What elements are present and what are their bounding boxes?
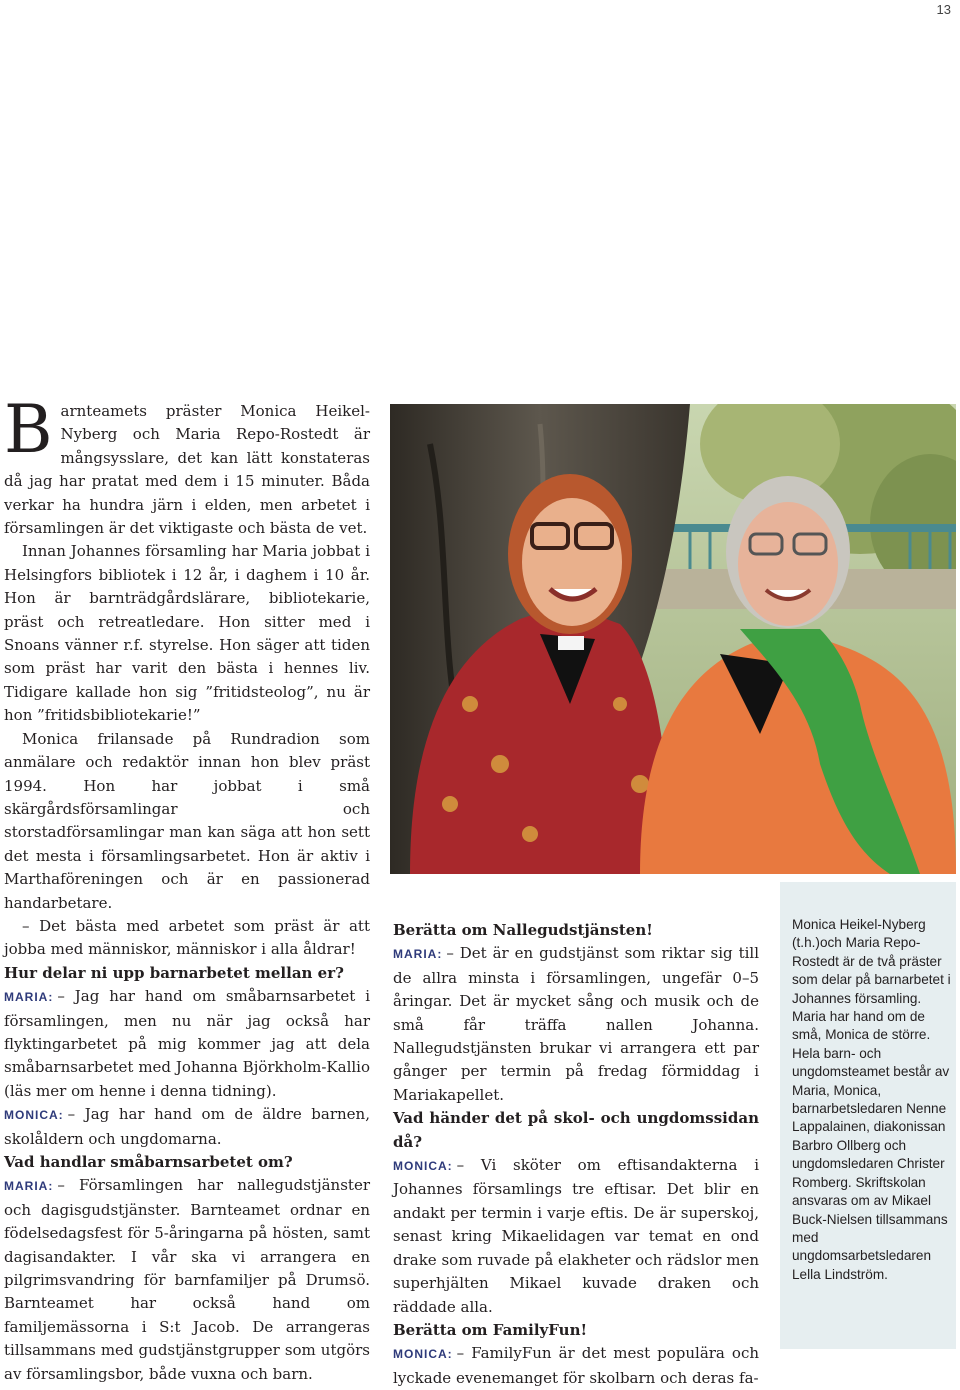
portrait-photo	[390, 404, 956, 874]
photo-caption: Monica Heikel-Nyberg (t.h.)och Maria Repo-Rostedt är de två präster som delar på barnarbetet i Johannes församling. Maria har hand om de små, Monica de större. Hela barn- och ungdomsteamet består av Maria, Monica, barnarbetsledaren Nenne Lappalainen, diakonissan Barbro Ollberg och ungdomsledaren Christer Romberg. Skriftskolan ansvaras om av Mikael Buck-Nielsen tillsammans med ungdomsarbetsledaren Lella Lindström.	[792, 917, 951, 1282]
speaker-label: MARIA:	[393, 947, 443, 962]
question-1: Hur delar ni upp barnarbetet mellan er?	[4, 963, 344, 982]
speaker-label: MONICA:	[393, 1159, 453, 1174]
question-3: Berätta om Nallegudstjänsten!	[393, 921, 653, 939]
paragraph-monica: Monica frilansade på Rundradion som anmälare och redaktör innan hon blev präst 1994. Hon har jobbat i små skärgårdsförsamlingar och storstadförsamlingar man kan säga att hon sett det mesta i församlingsarbetet. Hon är aktiv i Marthaföreningen och är en passionerad handarbetare.	[4, 729, 370, 912]
question-4: Vad händer det på skol- och ungdomssidan då?	[393, 1109, 759, 1151]
paragraph-maria: Innan Johannes församling har Maria jobbat i Helsingfors bibliotek i 12 år, i daghem i 10 år. Hon är barnträdgårdslärare, bibliotekarie, präst och retreatledare. Hon sitter med i Snoans vänner r.f. styrelse. Hon säger att tiden som präst har varit den bästa i hennes liv. Tidigare kallade hon sig ”fritidsteolog”, nu är hon ”fritidsbibliotekarie!”	[4, 542, 370, 725]
drop-cap: B	[4, 391, 53, 468]
answer-3-maria: MARIA: – Det är en gudstjänst som riktar sig till de allra minsta i församlingen, ungefär 0–5 åringar. Det är mycket sång och musik och de små får träffa nallen Johanna. Nallegudstjänsten brukar vi arrangera ett par gånger per termin på fredag förmiddag i Mariakapellet.	[393, 944, 759, 1104]
question-5: Berätta om FamilyFun!	[393, 1320, 588, 1339]
answer-1-maria: MARIA: – Jag har hand om småbarnsarbetet i församlingen, men nu när jag också har flyktingarbetet på mig kommer jag att dela småbarnsarbetet med Johanna Björkholm-Kallio (läs mer om henne i denna tidning).	[4, 987, 370, 1100]
article-intro	[4, 391, 370, 540]
intro-text: arnteamets präster Monica Heikel-Nyberg och Maria Repo-Rostedt är mångsysslare, det kan lätt konstateras då jag har pratat med dem i 15 minuter. Båda verkar ha hundra järn i elden, men arbetet i församlingen är det viktigaste och bästa de vet.	[4, 402, 370, 538]
paragraph-quote: – Det bästa med arbetet som präst är att jobba med människor, människor i alla åldrar!	[4, 916, 370, 959]
answer-2-maria: MARIA: – Församlingen har nallegudstjänster och dagisgudstjänster. Barnteamet ordnar en födelsedagsfest för 5-åringarna på hösten, samt dagisandakter. I vår ska vi arrangera en pilgrimsvandring för barnfamiljer på Drumsö. Barnteamet har också hand om familjemässorna i S:t Jacob. De arrangeras tillsammans med gudstjänstgrupper som utgörs av församlingsbor, både vuxna och barn.	[4, 1176, 370, 1383]
article-column-left	[4, 391, 370, 1386]
question-2: Vad handlar småbarnsarbetet om?	[4, 1153, 293, 1171]
speaker-label: MARIA:	[4, 990, 54, 1005]
portrait-illustration	[390, 404, 956, 874]
answer-5-monica: MONICA: – FamilyFun är det mest populära och lyckade evenemanget för skolbarn och deras fa-	[393, 1344, 759, 1387]
answer-4-monica: MONICA: – Vi sköter om eftisandakterna i Johannes församlings tre eftisar. Det blir en andakt per termin i varje eftis. De är superskoj, senast kring Mikaelidagen var temat en ond drake som ruvade på elakheter och rädslor men superhjälten Mikael kuvade draken och räddade alla.	[393, 1156, 759, 1316]
article-column-middle	[393, 919, 759, 1390]
speaker-label: MONICA:	[4, 1108, 64, 1123]
page-number: 13	[936, 2, 951, 17]
speaker-label: MARIA:	[4, 1179, 54, 1194]
speaker-label: MONICA:	[393, 1347, 453, 1362]
answer-1-monica: MONICA: – Jag har hand om de äldre barnen, skolåldern och ungdomarna.	[4, 1105, 370, 1148]
